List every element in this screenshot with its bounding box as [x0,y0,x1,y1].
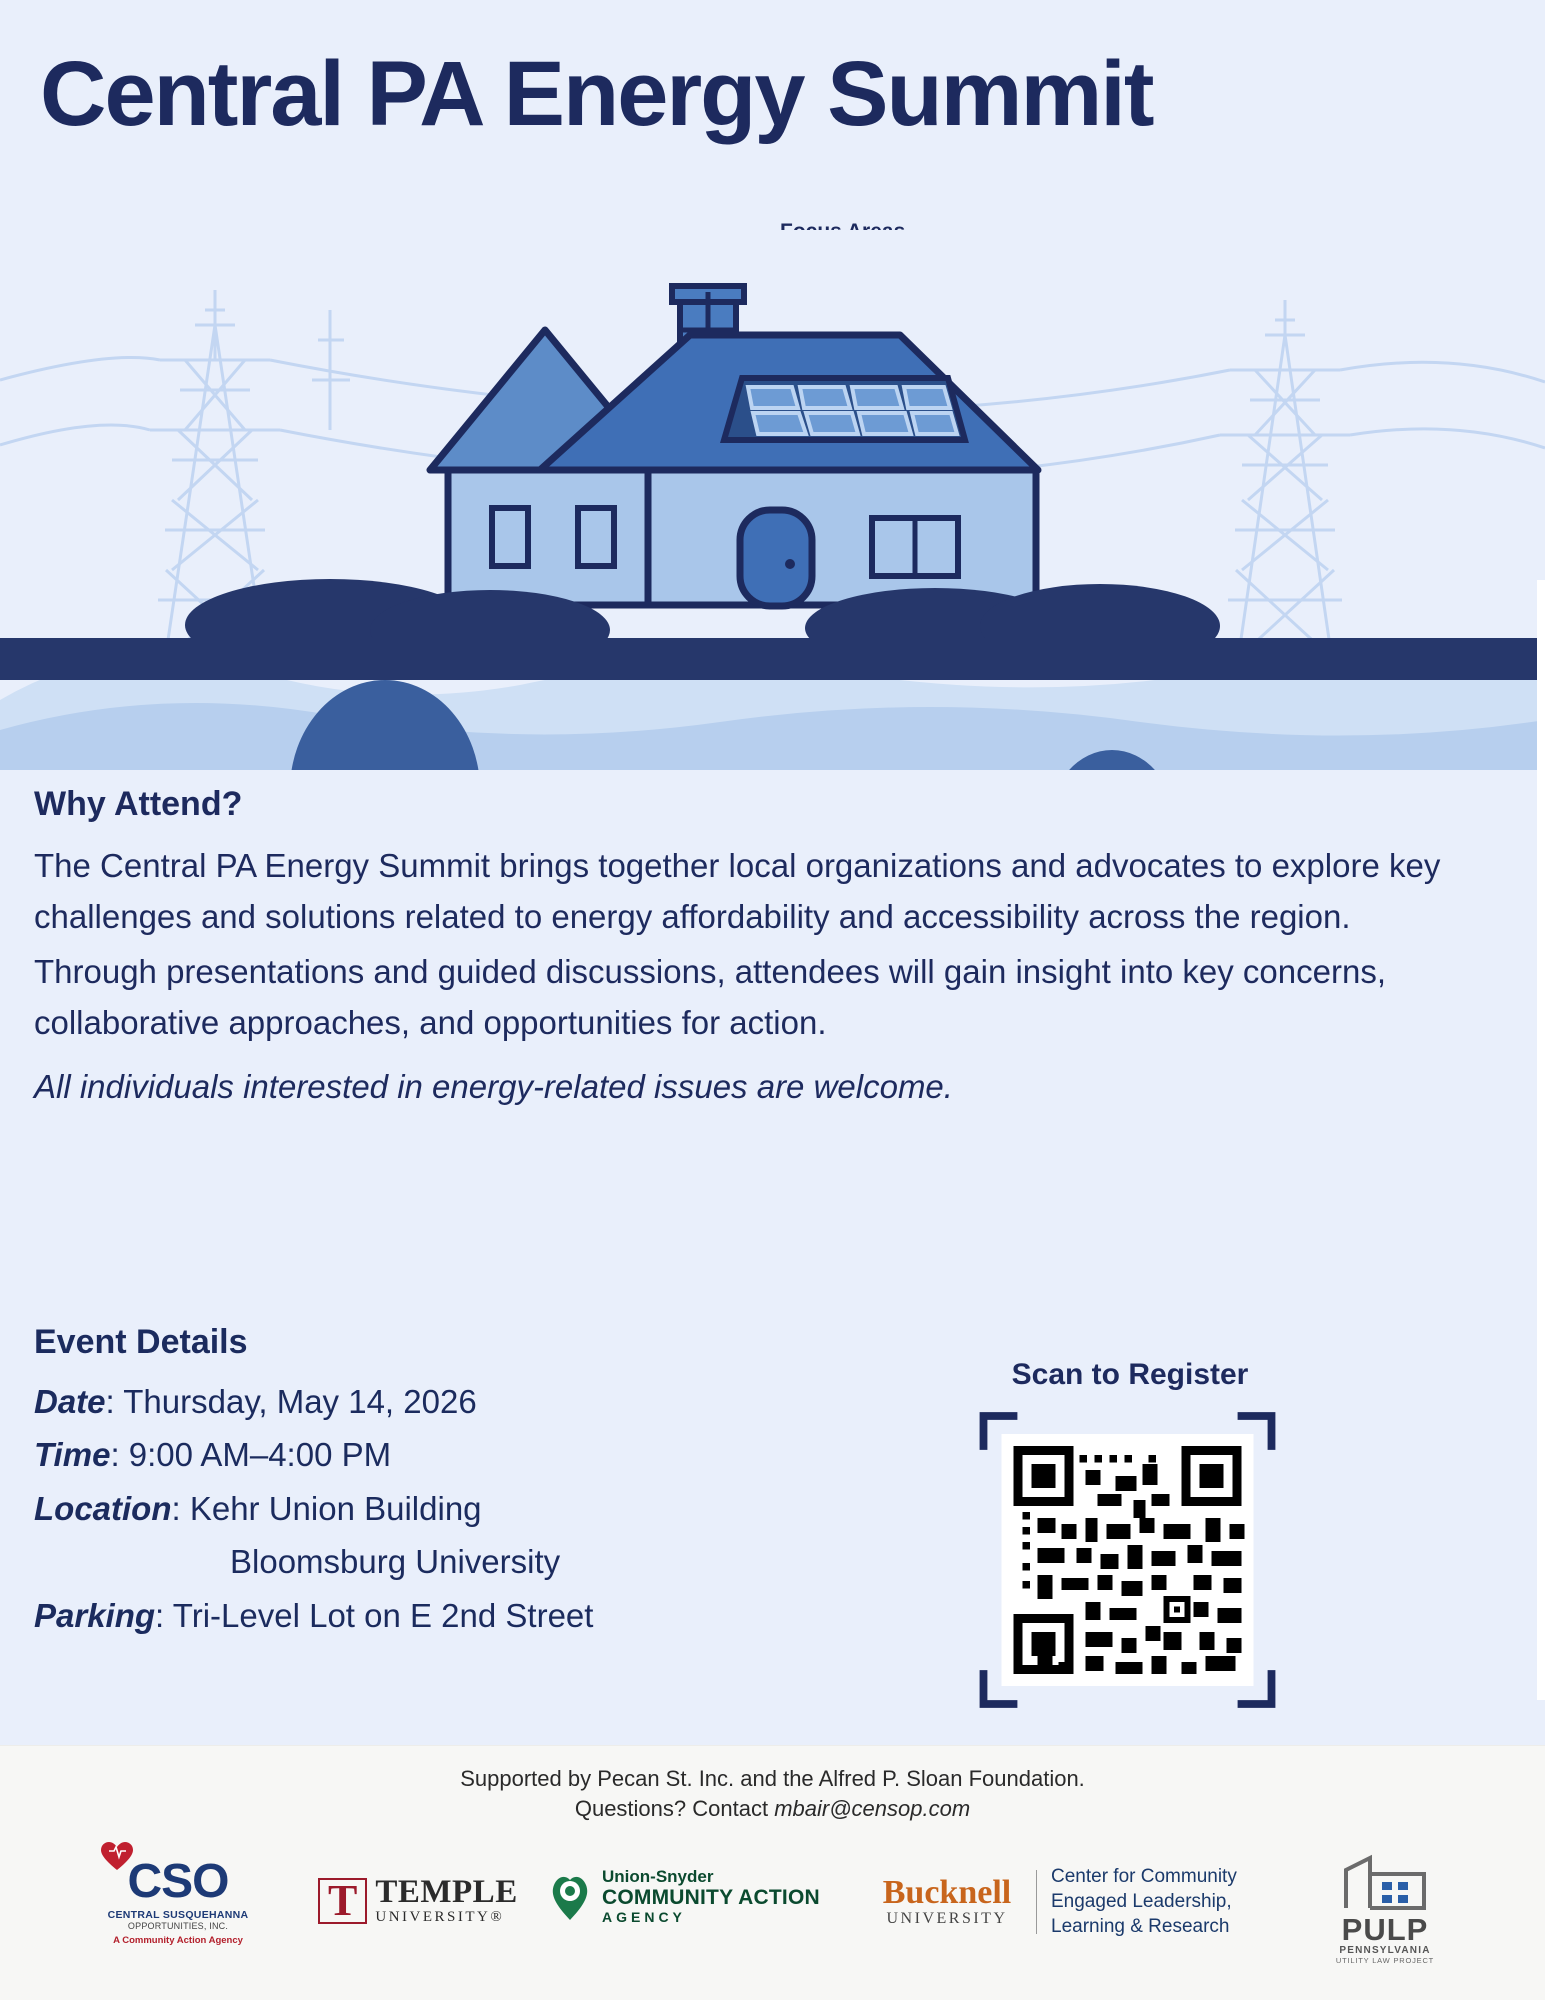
contact-email[interactable]: mbair@censop.com [774,1795,971,1821]
pulp-line2: UTILITY LAW PROJECT [1335,1956,1435,1965]
why-attend-heading: Why Attend? [34,785,243,823]
divider [1036,1870,1037,1934]
page-title: Central PA Energy Summit [40,43,1153,145]
sponsor-logos [0,1846,1545,1996]
house-illustration [0,230,1545,770]
logo-cso [78,1855,278,1946]
why-attend-body [34,840,1454,1116]
heart-icon [100,1832,134,1862]
logo-temple [318,1876,518,1926]
event-time-label: Time [34,1436,111,1474]
event-parking-label: Parking [34,1596,156,1634]
cso-line3: A Community Action Agency [113,1935,243,1946]
qr-code[interactable] [975,1410,1280,1710]
bucknell-name: Bucknell [882,1873,1012,1911]
cso-acronym: CSO [127,1855,229,1908]
usca-line1: Union-Snyder [602,1867,714,1886]
event-location-value: : Kehr Union Building [171,1489,482,1527]
event-location-row [34,1482,934,1535]
event-parking-row [34,1589,934,1642]
scan-to-register-heading: Scan to Register [1011,1358,1249,1391]
event-time-value: : 9:00 AM–4:00 PM [110,1436,392,1474]
bucknell-center-line3: Learning & Research [1051,1916,1230,1938]
event-date-row [34,1375,934,1428]
temple-sub: UNIVERSITY® [375,1909,505,1925]
event-location-line2: Bloomsburg University [230,1543,561,1581]
cso-line1: CENTRAL SUSQUEHANNA [107,1909,249,1921]
bucknell-center-line2: Engaged Leadership, [1051,1891,1232,1913]
temple-mark: T [318,1878,367,1924]
footer-text [0,1764,1545,1823]
event-date-value: : Thursday, May 14, 2026 [105,1383,477,1420]
contact-line [0,1794,1545,1824]
leaf-heart-icon [548,1871,592,1921]
event-date-label: Date [34,1383,106,1420]
usca-line3: AGENCY [602,1908,686,1925]
pulp-word: PULP [1341,1912,1429,1947]
paragraph-1: The Central PA Energy Summit brings together local organizations and advocates to explore key challenges and solutions related to energy affordability and accessibility across the region. [34,847,1441,936]
paragraph-3: All individuals interested in energy-related issues are welcome. [34,1067,953,1105]
cso-line2: OPPORTUNITIES, INC. [127,1921,229,1931]
footer [0,1745,1545,2000]
temple-name: TEMPLE [375,1874,518,1910]
usca-line2: COMMUNITY ACTION [602,1885,820,1909]
pulp-line1: PENNSYLVANIA [1339,1945,1431,1956]
logo-pulp [1310,1854,1460,1965]
page-edge [1537,580,1545,1700]
logo-bucknell [872,1864,1292,1939]
logo-union-snyder [548,1868,848,1925]
event-parking-value: : Tri-Level Lot on E 2nd Street [155,1596,594,1634]
bucknell-center-line1: Center for Community [1051,1866,1237,1887]
event-location-label: Location [34,1489,172,1527]
event-details-heading: Event Details [34,1323,248,1361]
support-line: Supported by Pecan St. Inc. and the Alfred P. Sloan Foundation. [460,1766,1085,1791]
building-icon [1342,1854,1428,1912]
contact-prefix: Questions? Contact [574,1795,775,1821]
event-time-row [34,1428,934,1481]
paragraph-2: Through presentations and guided discussions, attendees will gain insight into key concerns, collaborative approaches, and opportunities for action. [34,953,1386,1042]
bucknell-sub: UNIVERSITY [886,1909,1008,1927]
event-details [34,1375,934,1642]
